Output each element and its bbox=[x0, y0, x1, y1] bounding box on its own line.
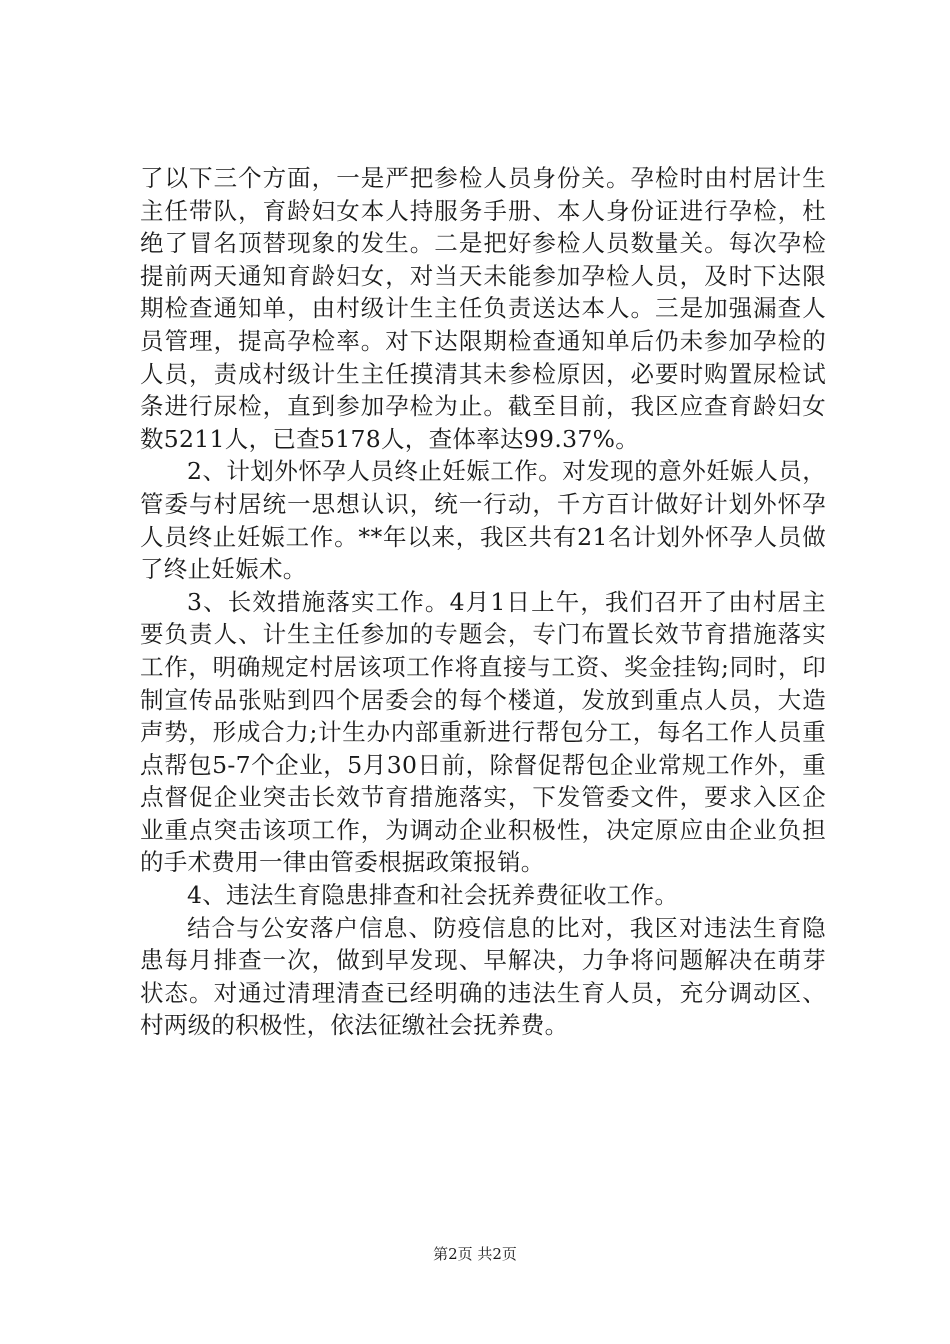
page-number-footer: 第2页 共2页 bbox=[433, 1245, 517, 1263]
paragraph-item-4-body: 结合与公安落户信息、防疫信息的比对，我区对违法生育隐患每月排查一次，做到早发现、早解决，力争将问题解决在萌芽状态。对通过清理清查已经明确的违法生育人员，充分调动区、村两级的积极性，依法征缴社会抚养费。 bbox=[140, 913, 826, 1040]
paragraph-item-2: 2、计划外怀孕人员终止妊娠工作。对发现的意外妊娠人员，管委与村居统一思想认识，统一行动，千方百计做好计划外怀孕人员终止妊娠工作。**年以来，我区共有21名计划外怀孕人员做了终止妊娠术。 bbox=[140, 457, 826, 584]
paragraph-item-4-heading: 4、违法生育隐患排查和社会抚养费征收工作。 bbox=[187, 881, 679, 910]
paragraph-item-3: 3、长效措施落实工作。4月1日上午，我们召开了由村居主要负责人、计生主任参加的专题会，专门布置长效节育措施落实工作，明确规定村居该项工作将直接与工资、奖金挂钩;同时，印制宣传品张贴到四个居委会的每个楼道，发放到重点人员，大造声势，形成合力;计生办内部重新进行帮包分工，每名工作人员重点帮包5-7个企业，5月30日前，除督促帮包企业常规工作外，重点督促企业突击长效节育措施落实，下发管委文件，要求入区企业重点突击该项工作，为调动企业积极性，决定原应由企业负担的手术费用一律由管委根据政策报销。 bbox=[140, 587, 826, 877]
paragraph-continuation: 了以下三个方面，一是严把参检人员身份关。孕检时由村居计生主任带队，育龄妇女本人持服务手册、本人身份证进行孕检，杜绝了冒名顶替现象的发生。二是把好参检人员数量关。每次孕检提前两天通知育龄妇女，对当天未能参加孕检人员，及时下达限期检查通知单，由村级计生主任负责送达本人。三是加强漏查人员管理，提高孕检率。对下达限期检查通知单后仍未参加孕检的人员，责成村级计生主任摸清其未参检原因，必要时购置尿检试条进行尿检，直到参加孕检为止。截至目前，我区应查育龄妇女数5211人，已查5178人，查体率达99.37%。 bbox=[140, 164, 826, 453]
document-body bbox=[140, 162, 826, 1042]
